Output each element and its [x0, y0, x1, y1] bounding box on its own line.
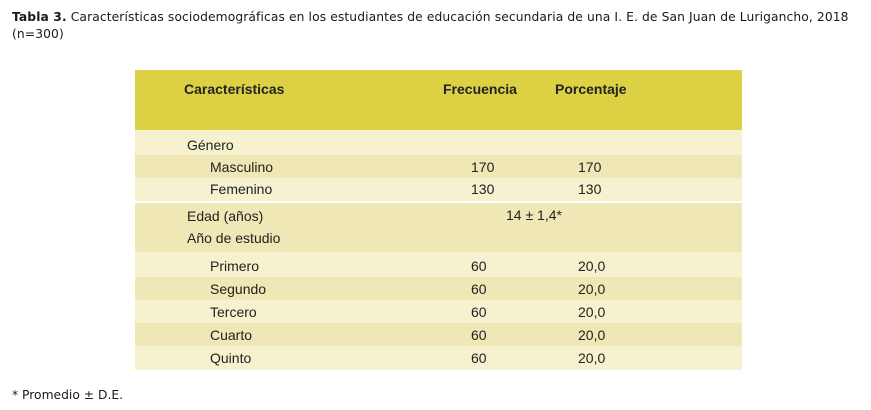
- row-percentage: 170: [578, 159, 602, 175]
- header-percentage: Porcentaje: [555, 81, 627, 97]
- row-percentage: 20,0: [578, 258, 606, 274]
- table-row: [135, 346, 742, 370]
- year-label: Año de estudio: [187, 230, 281, 246]
- row-percentage: 130: [578, 181, 602, 197]
- row-frequency: 170: [471, 159, 495, 175]
- row-frequency: 60: [471, 304, 487, 320]
- row-frequency: 60: [471, 281, 487, 297]
- table-header: [135, 70, 742, 130]
- caption-text: Características sociodemográficas en los estudiantes de educación secundaria de una I. E. de San Juan de Lurigancho, 2018 (n=300): [12, 10, 849, 41]
- caption-label: Tabla 3.: [12, 10, 67, 24]
- row-label: Quinto: [210, 350, 252, 366]
- row-label: Tercero: [210, 304, 257, 320]
- row-label: Segundo: [210, 281, 267, 297]
- row-label: Cuarto: [210, 327, 253, 343]
- table-row: [135, 178, 742, 201]
- header-characteristics: Características: [184, 81, 285, 97]
- table-caption: [12, 9, 862, 43]
- row-label: Primero: [210, 258, 260, 274]
- row-label: Masculino: [210, 159, 274, 175]
- gender-label: Género: [187, 137, 234, 153]
- row-percentage: 20,0: [578, 350, 606, 366]
- row-percentage: 20,0: [578, 281, 606, 297]
- row-frequency: 60: [471, 327, 487, 343]
- age-label: Edad (años): [187, 208, 264, 224]
- table-row: [135, 323, 742, 346]
- table-row: [135, 155, 742, 178]
- header-frequency: Frecuencia: [443, 81, 517, 97]
- row-frequency: 60: [471, 350, 487, 366]
- age-value: 14 ± 1,4*: [506, 207, 562, 223]
- age-year-row: [135, 203, 742, 252]
- characteristics-table: [135, 70, 742, 370]
- row-percentage: 20,0: [578, 304, 606, 320]
- row-percentage: 20,0: [578, 327, 606, 343]
- row-frequency: 130: [471, 181, 495, 197]
- row-frequency: 60: [471, 258, 487, 274]
- table-row: [135, 300, 742, 323]
- table-row: [135, 252, 742, 277]
- table-row: [135, 277, 742, 300]
- row-label: Femenino: [210, 181, 273, 197]
- table-footnote: * Promedio ± D.E.: [12, 388, 124, 402]
- gender-group-row: [135, 130, 742, 155]
